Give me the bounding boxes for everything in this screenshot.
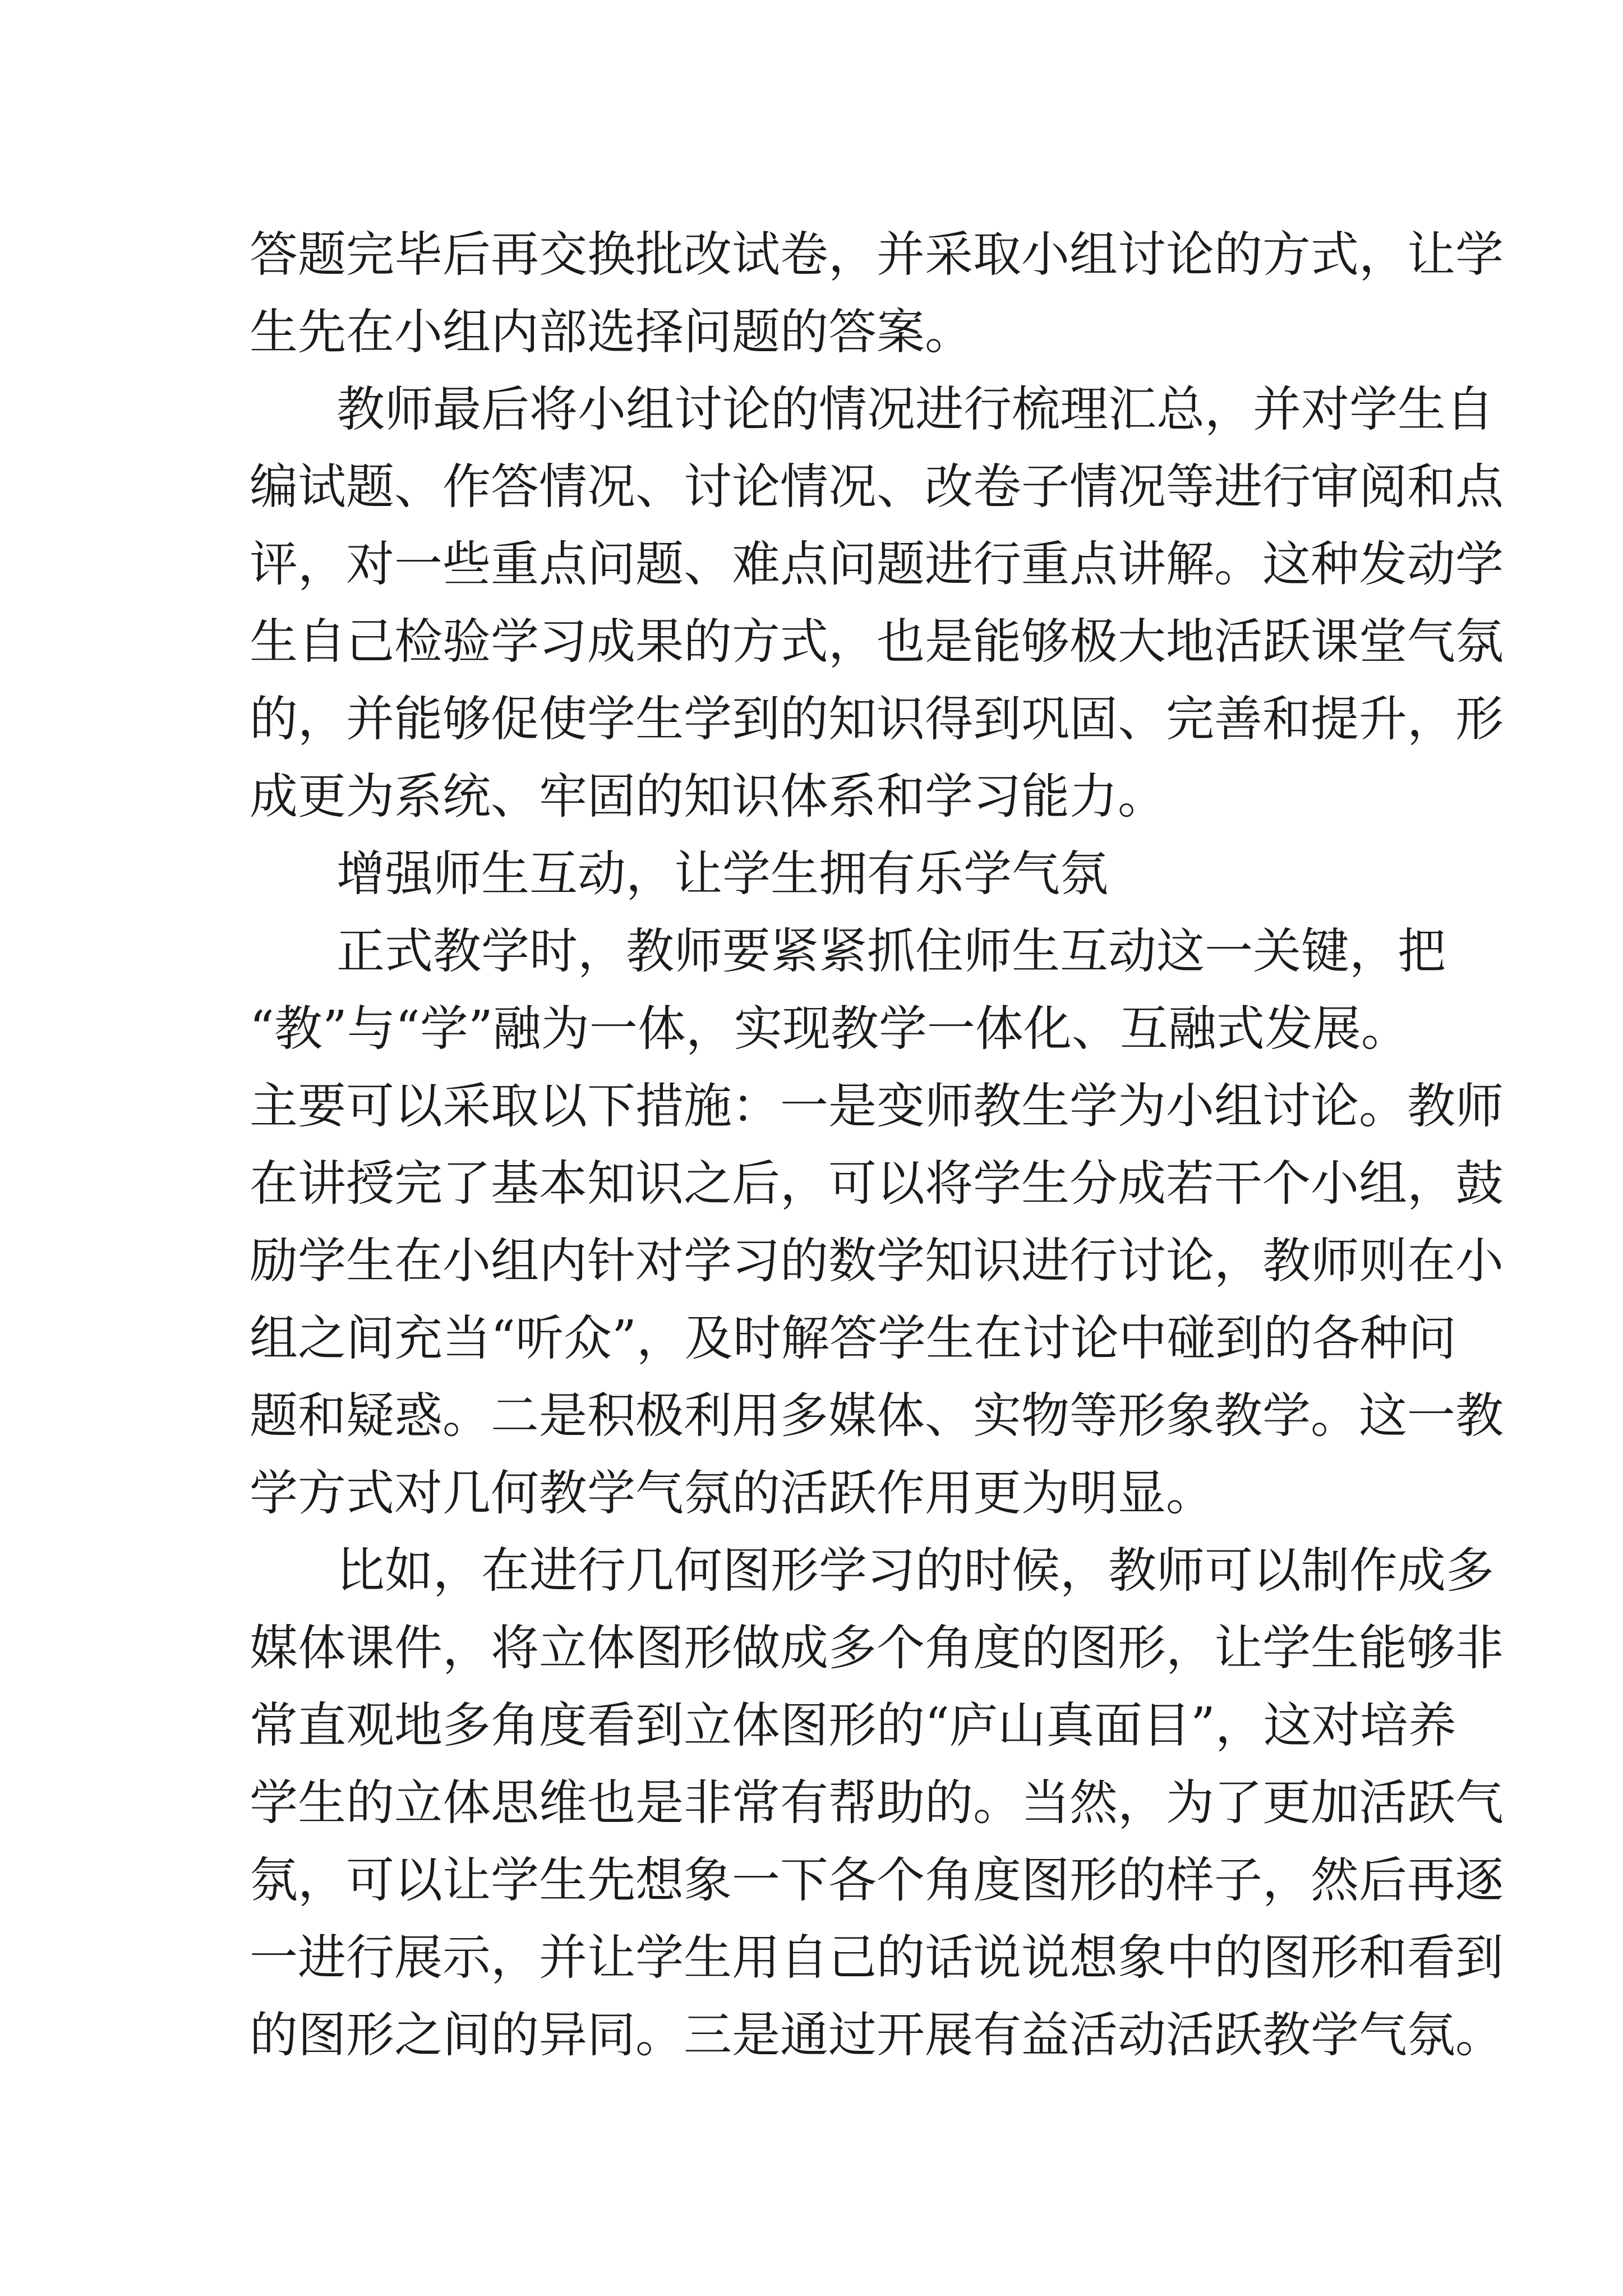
text-line: 学方式对几何教学气氛的活跃作用更为明显。	[250, 1465, 1214, 1521]
text-line: 主要可以采取以下措施：一是变师教生学为小组讨论。教师	[250, 1078, 1504, 1134]
paragraph-first-line: 正式教学时，教师要紧紧抓住师生互动这一关键，把	[336, 923, 1446, 979]
text-line: 编试题、作答情况、讨论情况、改卷子情况等进行审阅和点	[250, 459, 1504, 515]
text-line: 一进行展示，并让学生用自己的话说说想象中的图形和看到	[250, 1930, 1504, 1986]
text-line: 成更为系统、牢固的知识体系和学习能力。	[250, 769, 1166, 825]
paragraph-first-line: 教师最后将小组讨论的情况进行梳理汇总，并对学生自	[336, 381, 1494, 438]
text-line: 在讲授完了基本知识之后，可以将学生分成若干个小组，鼓	[250, 1156, 1504, 1212]
text-line: 生先在小组内部选择问题的答案。	[250, 304, 973, 360]
text-line: 生自己检验学习成果的方式，也是能够极大地活跃课堂气氛	[250, 614, 1504, 670]
section-heading: 增强师生互动，让学生拥有乐学气氛	[336, 846, 1108, 902]
text-line: 答题完毕后再交换批改试卷，并采取小组讨论的方式，让学	[250, 227, 1504, 283]
text-line: 励学生在小组内针对学习的数学知识进行讨论，教师则在小	[250, 1233, 1504, 1289]
paragraph-first-line: 比如，在进行几何图形学习的时候，教师可以制作成多	[336, 1543, 1494, 1599]
text-line: 的图形之间的异同。三是通过开展有益活动活跃教学气氛。	[250, 2007, 1504, 2063]
text-line: 媒体课件，将立体图形做成多个角度的图形，让学生能够非	[250, 1620, 1504, 1676]
text-line: 氛，可以让学生先想象一下各个角度图形的样子，然后再逐	[250, 1852, 1504, 1908]
text-line: 题和疑惑。二是积极利用多媒体、实物等形象教学。这一教	[250, 1388, 1504, 1444]
text-line: 常直观地多角度看到立体图形的“庐山真面目”，这对培养	[250, 1697, 1456, 1754]
text-line: 的，并能够促使学生学到的知识得到巩固、完善和提升，形	[250, 691, 1504, 747]
text-line: 组之间充当“听众”，及时解答学生在讨论中碰到的各种问	[250, 1310, 1456, 1366]
text-line: “教”与“学”融为一体，实现教学一体化、互融式发展。	[250, 1001, 1409, 1057]
text-line: 评，对一些重点问题、难点问题进行重点讲解。这种发动学	[250, 536, 1504, 592]
document-body	[250, 216, 1504, 2074]
text-line: 学生的立体思维也是非常有帮助的。当然，为了更加活跃气	[250, 1775, 1504, 1831]
